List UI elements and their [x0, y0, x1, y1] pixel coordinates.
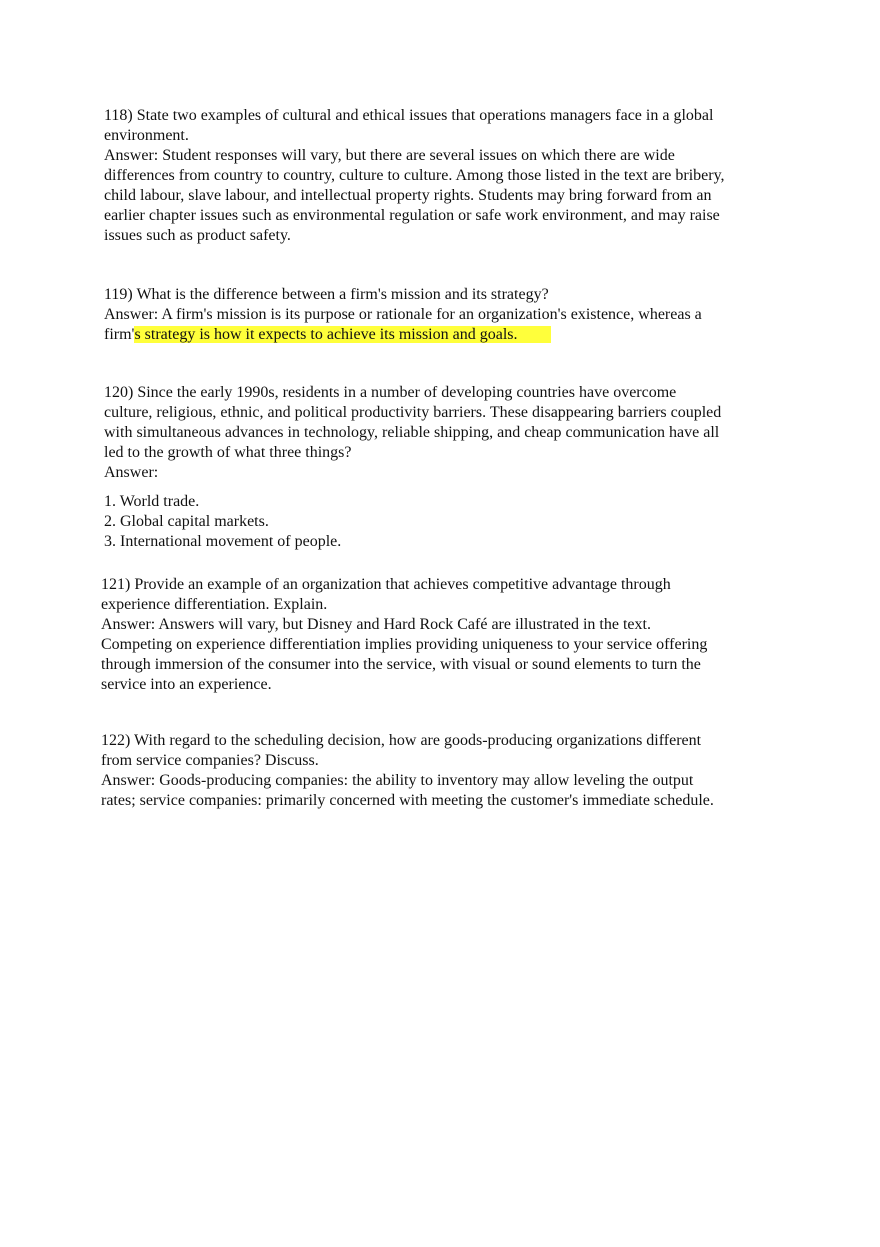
list-item: 2. Global capital markets. [104, 513, 269, 530]
answer-118-line: Answer: Student responses will vary, but there are several issues on which there are wide [104, 147, 675, 164]
list-item: 3. International movement of people. [104, 533, 342, 550]
answer-118-line: issues such as product safety. [104, 227, 291, 244]
answer-120-list [104, 492, 784, 552]
answer-121-line: service into an experience. [101, 676, 272, 693]
question-120-line: led to the growth of what three things? [104, 444, 352, 461]
question-122-line: 122) With regard to the scheduling decision, how are goods-producing organizations different [101, 732, 702, 749]
question-118-line: environment. [104, 127, 189, 144]
list-item: 1. World trade. [104, 493, 200, 510]
question-118-line: 118) State two examples of cultural and ethical issues that operations managers face in a global [104, 107, 714, 124]
answer-119-line: Answer: A firm's mission is its purpose or rationale for an organization's existence, whereas a [104, 306, 702, 323]
answer-119-plain-text: firm' [104, 326, 135, 343]
answer-121-line: Answer: Answers will vary, but Disney and Hard Rock Café are illustrated in the text. [101, 616, 651, 633]
answer-119-highlighted-text: s strategy is how it expects to achieve its mission and goals. [134, 326, 551, 343]
answer-122-line: rates; service companies: primarily concerned with meeting the customer's immediate schedule. [101, 792, 714, 809]
answer-118-line: child labour, slave labour, and intellectual property rights. Students may bring forward from an [104, 187, 712, 204]
answer-119-last-line [104, 325, 784, 345]
question-118 [104, 106, 784, 246]
question-119 [104, 285, 784, 345]
answer-118-line: earlier chapter issues such as environmental regulation or safe work environment, and may raise [104, 207, 720, 224]
question-122 [101, 731, 781, 811]
question-120-line: 120) Since the early 1990s, residents in a number of developing countries have overcome [104, 384, 677, 401]
question-119-line: 119) What is the difference between a firm's mission and its strategy? [104, 286, 549, 303]
question-122-line: from service companies? Discuss. [101, 752, 319, 769]
question-120-line: with simultaneous advances in technology, reliable shipping, and cheap communication have all [104, 424, 720, 441]
answer-120-label: Answer: [104, 464, 159, 481]
answer-118-line: differences from country to country, culture to culture. Among those listed in the text are bribery, [104, 167, 725, 184]
question-121-line: experience differentiation. Explain. [101, 596, 328, 613]
answer-121-line: Competing on experience differentiation implies providing uniqueness to your service offering [101, 636, 708, 653]
question-121-line: 121) Provide an example of an organization that achieves competitive advantage through [101, 576, 671, 593]
answer-121-line: through immersion of the consumer into the service, with visual or sound elements to turn the [101, 656, 701, 673]
question-121 [101, 575, 781, 695]
question-120-line: culture, religious, ethnic, and political productivity barriers. These disappearing barriers coupled [104, 404, 722, 421]
answer-122-line: Answer: Goods-producing companies: the ability to inventory may allow leveling the output [101, 772, 694, 789]
question-120 [104, 383, 784, 483]
